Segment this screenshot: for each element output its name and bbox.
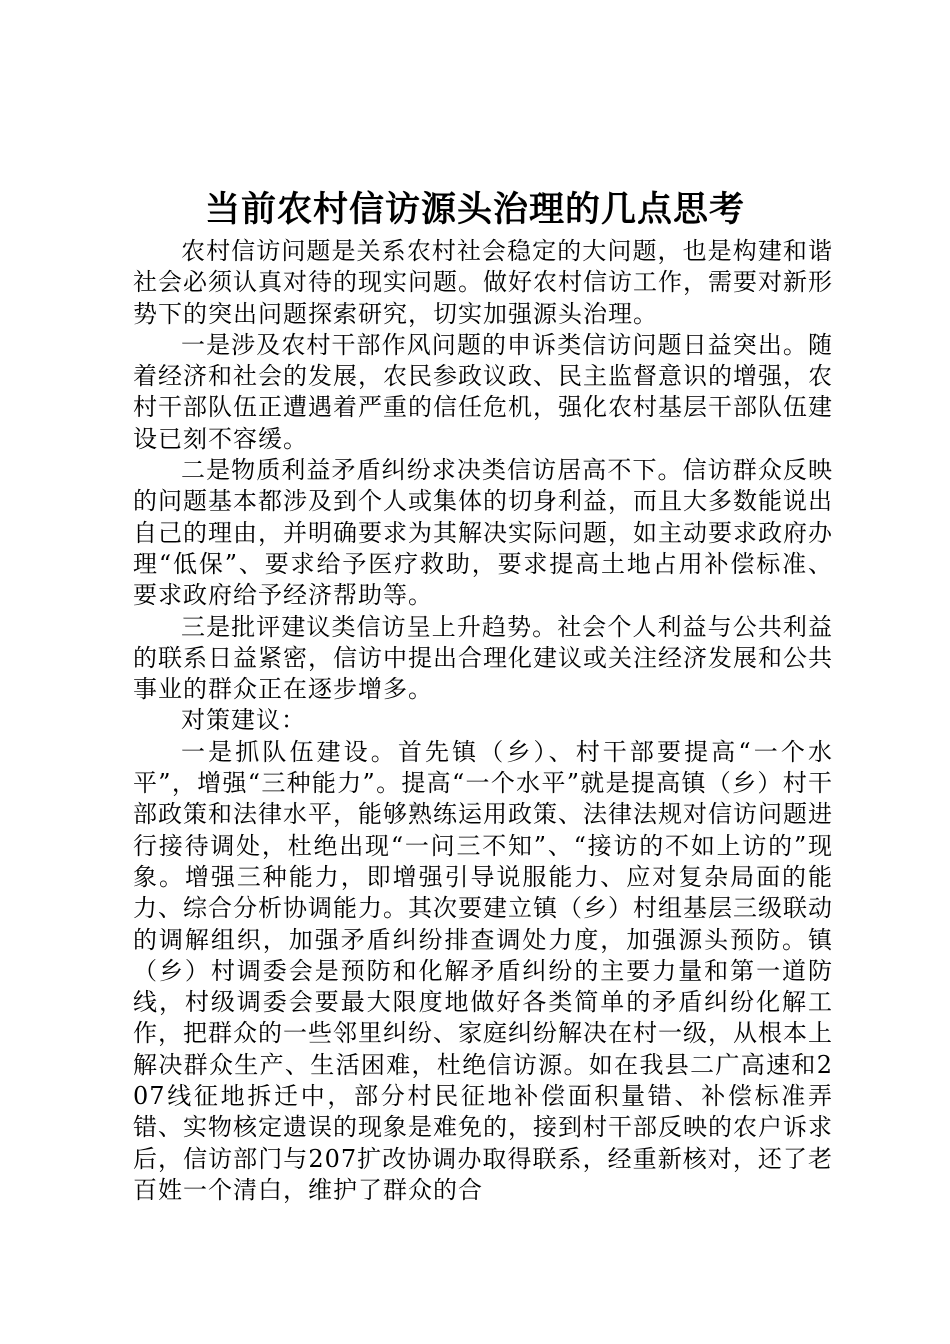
paragraph-intro: 农村信访问题是关系农村社会稳定的大问题，也是构建和谐社会必须认真对待的现实问题。做好农村信访工作，需要对新形势下的突出问题探索研究，切实加强源头治理。 <box>133 237 833 328</box>
paragraph-point-3: 三是批评建议类信访呈上升趋势。社会个人利益与公共利益的联系日益紧密，信访中提出合理化建议或关注经济发展和公共事业的群众正在逐步增多。 <box>133 612 833 704</box>
paragraph-suggestions-heading: 对策建议： <box>181 706 306 735</box>
paragraph-suggestion-1: 一是抓队伍建设。首先镇（乡）、村干部要提高“一个水平”，增强“三种能力”。提高“一个水平”就是提高镇（乡）村干部政策和法律水平，能够熟练运用政策、法律法规对信访问题进行接待调处，杜绝出现“一问三不知”、“接访的不如上访的”现象。增强三种能力，即增强引导说服能力、应对复杂局面的能力、综合分析协调能力。其次要建立镇（乡）村组基层三级联动的调解组织，加强矛盾纠纷排查调处力度，加强源头预防。镇（乡）村调委会是预防和化解矛盾纠纷的主要力量和第一道防线，村级调委会要最大限度地做好各类简单的矛盾纠纷化解工作，把群众的一些邻里纠纷、家庭纠纷解决在村一级，从根本上解决群众生产、生活困难，杜绝信访源。如在我县二广高速和207线征地拆迁中，部分村民征地补偿面积量错、补偿标准弄错、实物核定遗误的现象是难免的，接到村干部反映的农户诉求后，信访部门与207扩改协调办取得联系，经重新核对，还了老百姓一个清白，维护了群众的合 <box>133 737 833 1204</box>
document-title: 当前农村信访源头治理的几点思考 <box>204 189 745 230</box>
document-body <box>133 236 833 1206</box>
paragraph-point-2: 二是物质利益矛盾纠纷求决类信访居高不下。信访群众反映的问题基本都涉及到个人或集体的切身利益，而且大多数能说出自己的理由，并明确要求为其解决实际问题，如主动要求政府办理“低保”、要求给予医疗救助，要求提高土地占用补偿标准、要求政府给予经济帮助等。 <box>133 456 833 610</box>
paragraph-point-1: 一是涉及农村干部作风问题的申诉类信访问题日益突出。随着经济和社会的发展，农民参政议政、民主监督意识的增强，农村干部队伍正遭遇着严重的信任危机，强化农村基层干部队伍建设已刻不容缓。 <box>133 330 833 453</box>
